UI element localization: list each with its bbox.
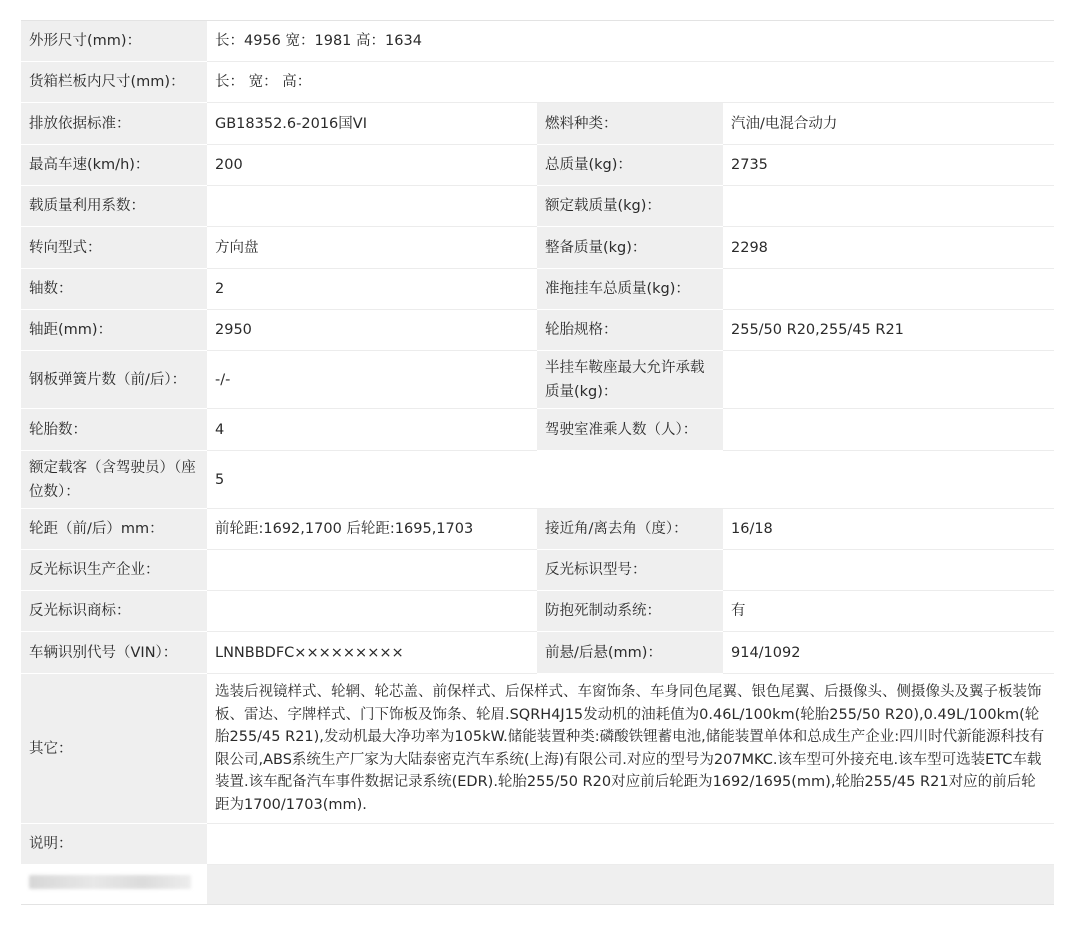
fuel-type-label: 燃料种类： [537, 103, 723, 145]
emission-standard-value: GB18352.6-2016国VI [207, 103, 537, 145]
other-note-text: 选装后视镜样式、轮辋、轮芯盖、前保样式、后保样式、车窗饰条、车身同色尾翼、银色尾翼、后摄像头、侧摄像头及翼子板装饰板、雷达、字牌样式、门下饰板及饰条、轮眉.SQRH4J15发动机的油耗值为0.46L/100km(轮胎255/50 R20),0.49L/100km(轮胎255/45 R21),发动机最大净功率为105kW.储能装置种类:磷酸铁锂蓄电池,储能装置单体和总成生产企业:四川时代新能源科技有限公司,ABS系统生产厂家为大陆泰密克汽车系统(上海)有限公司.对应的型号为207MKC.该车型可外接充电.该车型可选装ETC车载装置.该车配备汽车事件数据记录系统(EDR).轮胎255/50 R20对应前后轮距为1692/1695(mm),轮胎255/45 R21对应的前后轮距为1700/1703(mm). [215, 684, 1045, 813]
row-steering [21, 227, 1054, 269]
cab-occupants-value [723, 409, 1054, 451]
reflector-model-label: 反光标识型号： [537, 550, 723, 591]
row-track [21, 509, 1054, 550]
passengers-value: 5 [207, 451, 1054, 509]
dimensions-value: 长：4956 宽：1981 高：1634 [207, 21, 1054, 62]
max-speed-label: 最高车速(km/h)： [21, 145, 207, 186]
row-passengers [21, 451, 1054, 509]
row-emission [21, 103, 1054, 145]
total-mass-label: 总质量(kg)： [537, 145, 723, 186]
row-axles [21, 269, 1054, 310]
curb-mass-value: 2298 [723, 227, 1054, 269]
vin-label: 车辆识别代号（VIN）： [21, 632, 207, 674]
blurred-cell [21, 865, 207, 905]
reflector-mfr-label: 反光标识生产企业： [21, 550, 207, 591]
saddle-load-label: 半挂车鞍座最大允许承载质量(kg)： [537, 351, 723, 409]
row-cargo-box [21, 62, 1054, 103]
springs-value: -/- [207, 351, 537, 409]
cab-occupants-label: 驾驶室准乘人数（人）： [537, 409, 723, 451]
row-tires [21, 409, 1054, 451]
trailer-mass-label: 准拖挂车总质量(kg)： [537, 269, 723, 310]
steering-label: 转向型式： [21, 227, 207, 269]
tire-spec-label: 轮胎规格： [537, 310, 723, 351]
row-remark [21, 824, 1054, 865]
other-value [207, 674, 1054, 824]
row-load-coef [21, 186, 1054, 227]
row-other [21, 674, 1054, 824]
springs-label: 钢板弹簧片数（前/后）： [21, 351, 207, 409]
rated-load-label: 额定载质量(kg)： [537, 186, 723, 227]
max-speed-value: 200 [207, 145, 537, 186]
remark-label: 说明： [21, 824, 207, 865]
vehicle-spec-table [21, 20, 1054, 905]
remark-value [207, 824, 1054, 865]
row-springs [21, 351, 1054, 409]
steering-value: 方向盘 [207, 227, 537, 269]
emission-standard-label: 排放依据标准： [21, 103, 207, 145]
tire-count-value: 4 [207, 409, 537, 451]
total-mass-value: 2735 [723, 145, 1054, 186]
axles-value: 2 [207, 269, 537, 310]
reflector-mfr-value [207, 550, 537, 591]
wheelbase-value: 2950 [207, 310, 537, 351]
row-reflector-trademark [21, 591, 1054, 632]
blurred-row-empty [207, 865, 1054, 905]
row-dimensions [21, 21, 1054, 62]
track-label: 轮距（前/后）mm： [21, 509, 207, 550]
rated-load-value [723, 186, 1054, 227]
tire-count-label: 轮胎数： [21, 409, 207, 451]
passengers-label: 额定载客（含驾驶员）（座位数）： [21, 451, 207, 509]
approach-angle-value: 16/18 [723, 509, 1054, 550]
row-wheelbase [21, 310, 1054, 351]
row-reflector-mfr [21, 550, 1054, 591]
reflector-trademark-value [207, 591, 537, 632]
vin-value: LNNBBDFC××××××××× [207, 632, 537, 674]
reflector-model-value [723, 550, 1054, 591]
row-vin [21, 632, 1054, 674]
cargo-box-label: 货箱栏板内尺寸(mm)： [21, 62, 207, 103]
axles-label: 轴数： [21, 269, 207, 310]
dimensions-label: 外形尺寸(mm)： [21, 21, 207, 62]
overhang-value: 914/1092 [723, 632, 1054, 674]
blurred-watermark [29, 875, 191, 889]
curb-mass-label: 整备质量(kg)： [537, 227, 723, 269]
reflector-trademark-label: 反光标识商标： [21, 591, 207, 632]
tire-spec-value: 255/50 R20,255/45 R21 [723, 310, 1054, 351]
other-label: 其它： [21, 674, 207, 824]
abs-value: 有 [723, 591, 1054, 632]
fuel-type-value: 汽油/电混合动力 [723, 103, 1054, 145]
load-coef-label: 载质量利用系数： [21, 186, 207, 227]
approach-angle-label: 接近角/离去角（度）： [537, 509, 723, 550]
load-coef-value [207, 186, 537, 227]
row-blurred [21, 865, 1054, 905]
cargo-box-value: 长： 宽： 高： [207, 62, 1054, 103]
wheelbase-label: 轴距(mm)： [21, 310, 207, 351]
track-value: 前轮距:1692,1700 后轮距:1695,1703 [207, 509, 537, 550]
row-speed [21, 145, 1054, 186]
overhang-label: 前悬/后悬(mm)： [537, 632, 723, 674]
trailer-mass-value [723, 269, 1054, 310]
saddle-load-value [723, 351, 1054, 409]
abs-label: 防抱死制动系统： [537, 591, 723, 632]
